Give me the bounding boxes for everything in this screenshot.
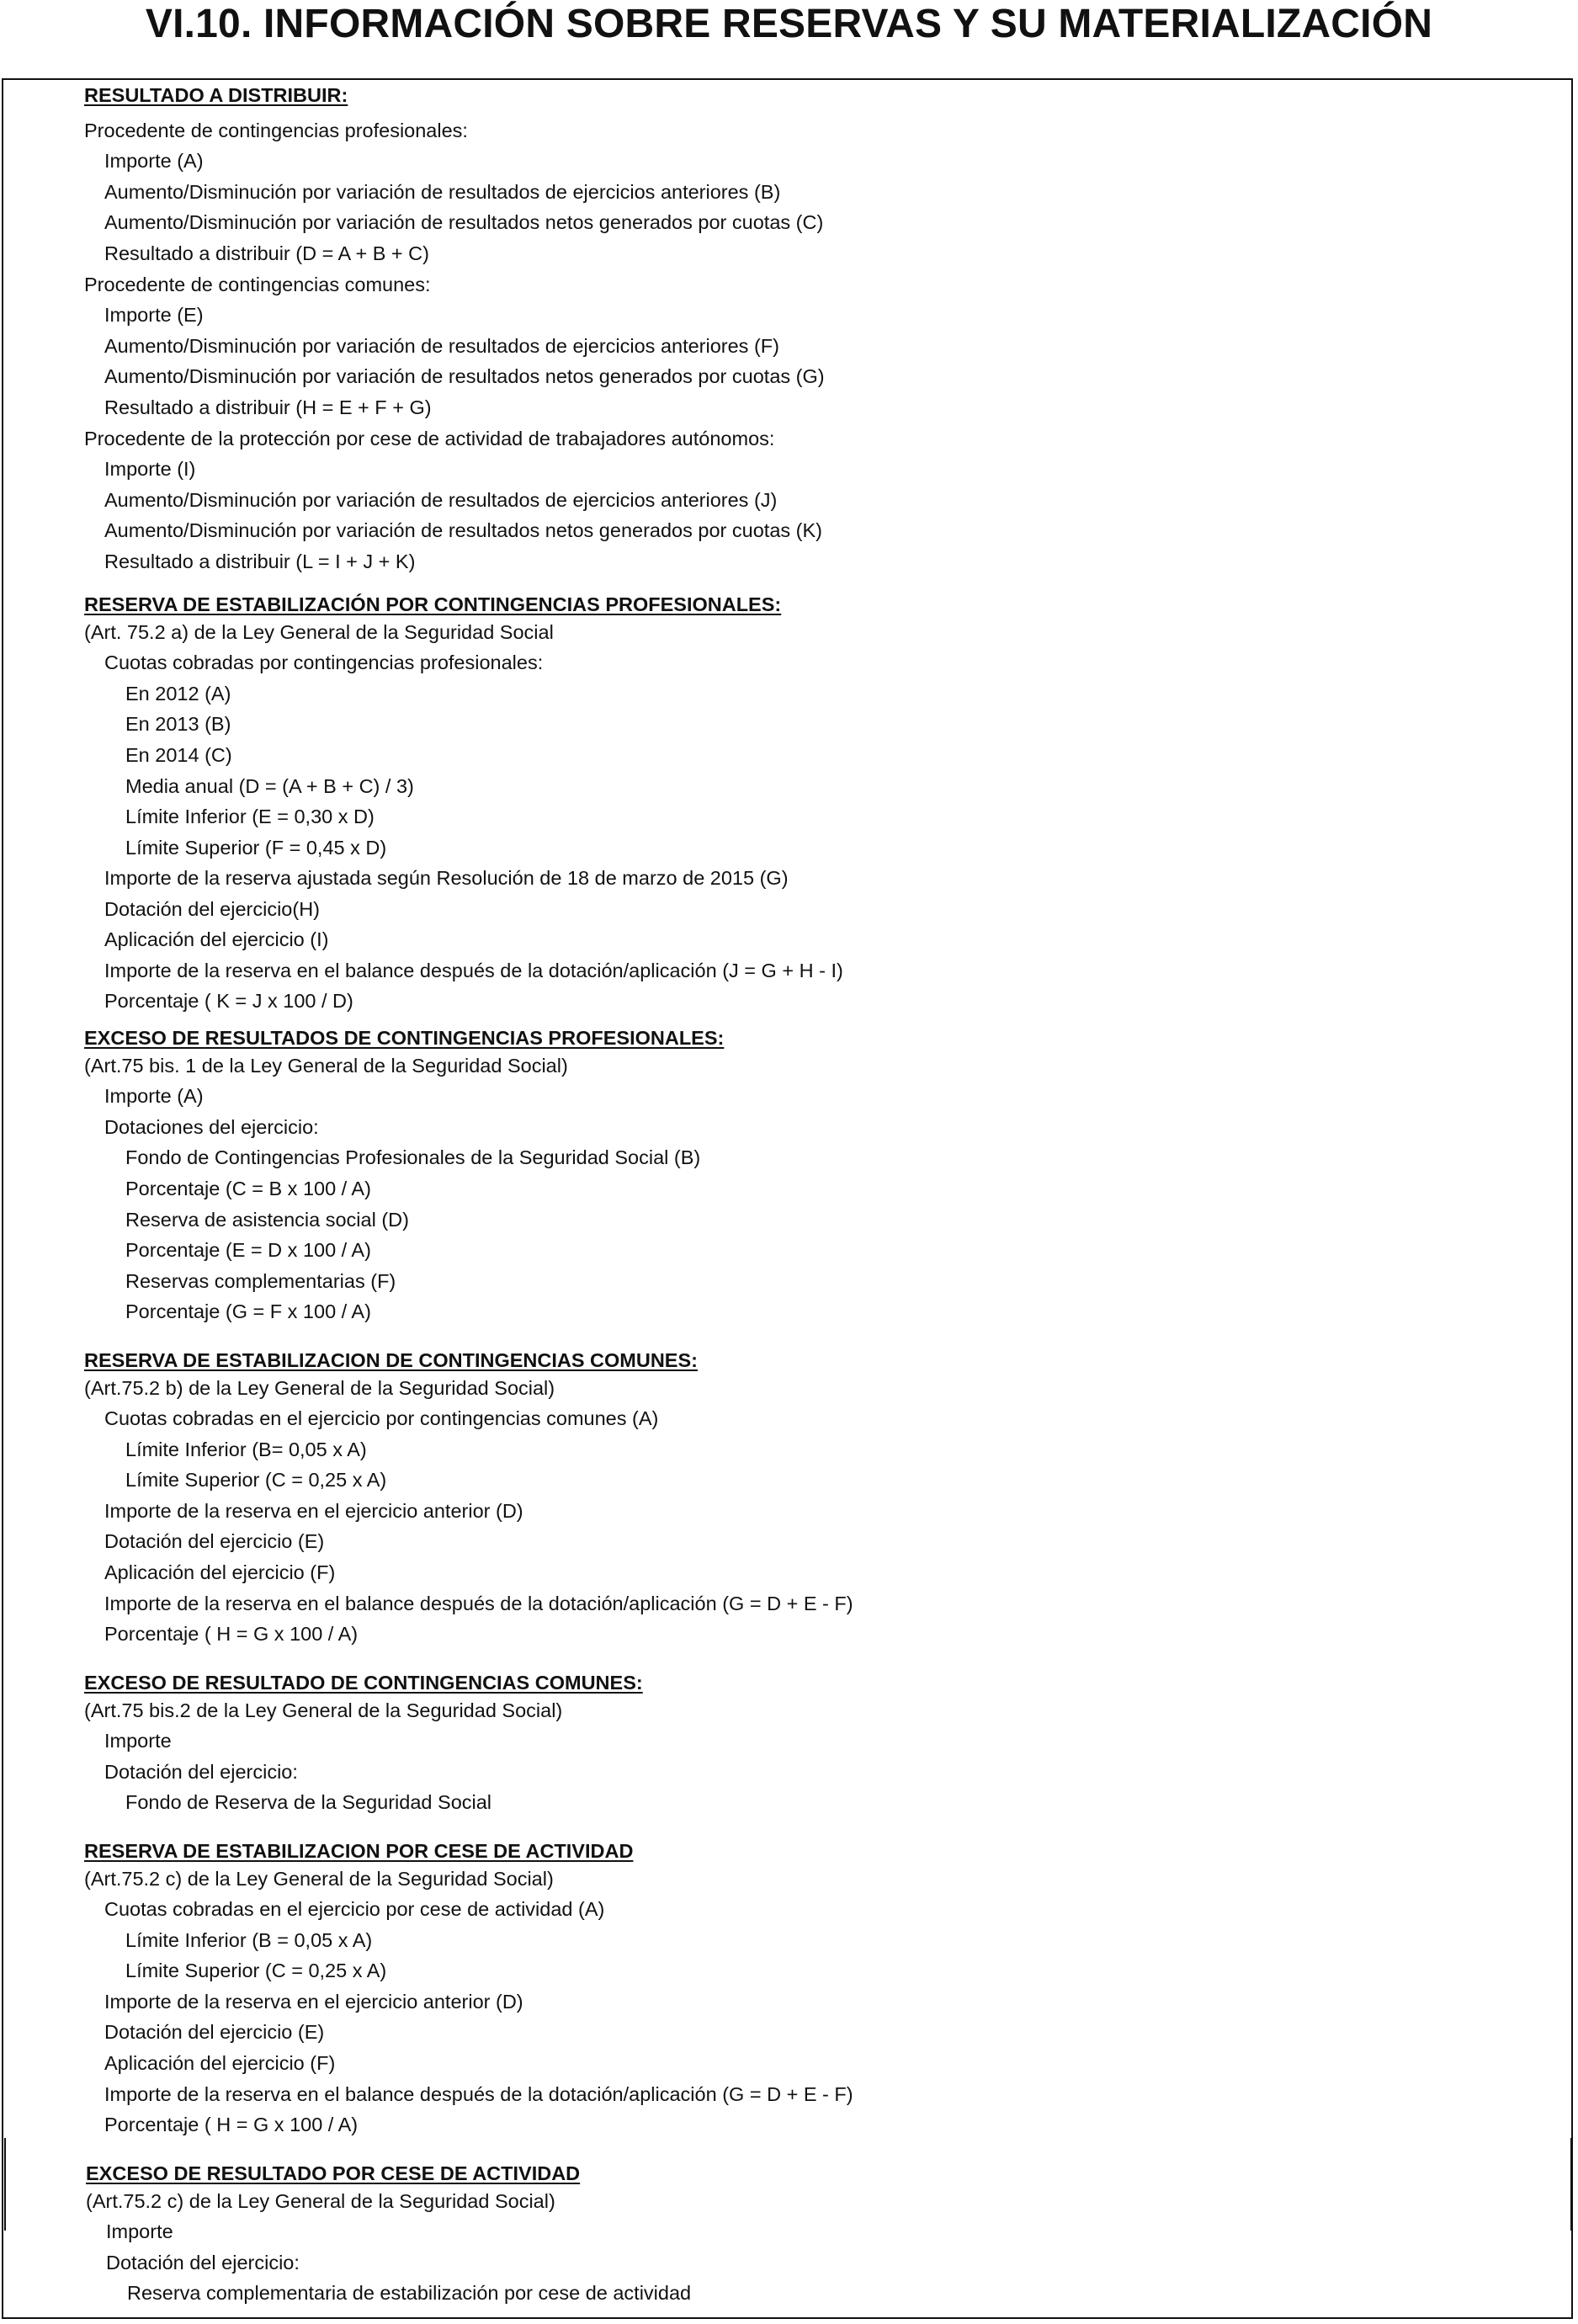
line-item: Reserva complementaria de estabilización por cese de actividad <box>127 2282 692 2304</box>
line-item: Cuotas cobradas en el ejercicio por contingencias comunes (A) <box>104 1407 659 1429</box>
line-item: Cuotas cobradas por contingencias profesionales: <box>104 651 544 673</box>
line-item: Dotaciones del ejercicio: <box>104 1116 319 1138</box>
line-item: Límite Inferior (B = 0,05 x A) <box>125 1929 373 1951</box>
line-item: Porcentaje (C = B x 100 / A) <box>125 1178 371 1199</box>
line-item: Porcentaje ( H = G x 100 / A) <box>104 1623 359 1645</box>
line-item: (Art.75 bis. 1 de la Ley General de la Seguridad Social) <box>84 1055 568 1077</box>
frame-edge-right <box>1570 2138 1572 2231</box>
section-heading: RESERVA DE ESTABILIZACIÓN POR CONTINGENCIAS PROFESIONALES: <box>84 593 782 615</box>
line-item: Aumento/Disminución por variación de resultados de ejercicios anteriores (B) <box>104 181 781 203</box>
line-item: Importe de la reserva en el ejercicio anterior (D) <box>104 1991 523 2013</box>
line-item: Aumento/Disminución por variación de resultados netos generados por cuotas (K) <box>104 519 822 541</box>
line-item: Aplicación del ejercicio (F) <box>104 2052 336 2074</box>
line-item: Importe de la reserva en el balance después de la dotación/aplicación (G = D + E - F) <box>104 1593 853 1614</box>
line-item: Aplicación del ejercicio (I) <box>104 928 329 950</box>
line-item: Procedente de la protección por cese de actividad de trabajadores autónomos: <box>84 428 775 449</box>
line-item: (Art.75.2 c) de la Ley General de la Seguridad Social) <box>86 2190 555 2212</box>
line-item: Importe de la reserva ajustada según Resolución de 18 de marzo de 2015 (G) <box>104 867 789 889</box>
line-item: Reservas complementarias (F) <box>125 1270 396 1292</box>
line-item: Importe de la reserva en el ejercicio anterior (D) <box>104 1500 523 1522</box>
section-heading: EXCESO DE RESULTADO POR CESE DE ACTIVIDAD <box>86 2162 581 2184</box>
line-item: Resultado a distribuir (L = I + J + K) <box>104 550 416 572</box>
line-item: (Art.75 bis.2 de la Ley General de la Seguridad Social) <box>84 1699 563 1721</box>
line-item: Importe (E) <box>104 304 204 326</box>
line-item: Aumento/Disminución por variación de resultados netos generados por cuotas (G) <box>104 365 825 387</box>
line-item: Resultado a distribuir (D = A + B + C) <box>104 242 429 264</box>
line-item: En 2013 (B) <box>125 713 231 735</box>
section-heading: RESERVA DE ESTABILIZACION DE CONTINGENCIAS COMUNES: <box>84 1349 698 1371</box>
line-item: Dotación del ejercicio (E) <box>104 2021 325 2043</box>
section-heading: RESULTADO A DISTRIBUIR: <box>84 84 348 106</box>
line-item: Porcentaje (E = D x 100 / A) <box>125 1239 371 1261</box>
line-item: En 2012 (A) <box>125 683 231 705</box>
section-heading: EXCESO DE RESULTADO DE CONTINGENCIAS COMUNES: <box>84 1672 643 1694</box>
line-item: Aplicación del ejercicio (F) <box>104 1561 336 1583</box>
line-item: Cuotas cobradas en el ejercicio por cese de actividad (A) <box>104 1898 605 1920</box>
page-title: VI.10. INFORMACIÓN SOBRE RESERVAS Y SU MATERIALIZACIÓN <box>145 2 1433 46</box>
line-item: Importe (A) <box>104 1085 204 1107</box>
line-item: Porcentaje (G = F x 100 / A) <box>125 1300 371 1322</box>
line-item: Importe de la reserva en el balance después de la dotación/aplicación (J = G + H - I) <box>104 960 843 981</box>
line-item: Porcentaje ( K = J x 100 / D) <box>104 990 353 1012</box>
line-item: Aumento/Disminución por variación de resultados netos generados por cuotas (C) <box>104 211 824 233</box>
line-item: Procedente de contingencias profesionales: <box>84 120 468 141</box>
line-item: Importe <box>104 1730 172 1752</box>
line-item: Fondo de Reserva de la Seguridad Social <box>125 1791 492 1813</box>
line-item: Importe <box>106 2220 173 2242</box>
line-item: Resultado a distribuir (H = E + F + G) <box>104 396 432 418</box>
line-item: Límite Superior (C = 0,25 x A) <box>125 1960 387 1981</box>
line-item: Dotación del ejercicio(H) <box>104 898 320 920</box>
line-item: Dotación del ejercicio (E) <box>104 1530 325 1552</box>
line-item: En 2014 (C) <box>125 744 232 766</box>
line-item: Importe (A) <box>104 150 204 172</box>
section-heading: EXCESO DE RESULTADOS DE CONTINGENCIAS PROFESIONALES: <box>84 1027 725 1049</box>
line-item: Límite Superior (F = 0,45 x D) <box>125 837 387 859</box>
line-item: (Art.75.2 c) de la Ley General de la Seguridad Social) <box>84 1868 554 1890</box>
line-item: Límite Inferior (B= 0,05 x A) <box>125 1439 367 1460</box>
line-item: Importe de la reserva en el balance después de la dotación/aplicación (G = D + E - F) <box>104 2083 853 2105</box>
line-item: Aumento/Disminución por variación de resultados de ejercicios anteriores (J) <box>104 489 778 511</box>
line-item: Media anual (D = (A + B + C) / 3) <box>125 775 414 797</box>
frame-edge-left <box>4 2138 6 2231</box>
line-item: Fondo de Contingencias Profesionales de la Seguridad Social (B) <box>125 1146 701 1168</box>
line-item: (Art. 75.2 a) de la Ley General de la Seguridad Social <box>84 621 554 643</box>
line-item: Porcentaje ( H = G x 100 / A) <box>104 2114 359 2135</box>
line-item: Dotación del ejercicio: <box>104 1761 298 1783</box>
line-item: Reserva de asistencia social (D) <box>125 1209 409 1231</box>
line-item: Límite Inferior (E = 0,30 x D) <box>125 806 375 827</box>
line-item: Procedente de contingencias comunes: <box>84 274 431 295</box>
line-item: Dotación del ejercicio: <box>106 2252 300 2273</box>
line-item: Importe (I) <box>104 458 196 480</box>
line-item: Límite Superior (C = 0,25 x A) <box>125 1469 387 1491</box>
section-heading: RESERVA DE ESTABILIZACION POR CESE DE ACTIVIDAD <box>84 1840 634 1862</box>
line-item: Aumento/Disminución por variación de resultados de ejercicios anteriores (F) <box>104 335 779 357</box>
line-item: (Art.75.2 b) de la Ley General de la Seguridad Social) <box>84 1377 555 1399</box>
